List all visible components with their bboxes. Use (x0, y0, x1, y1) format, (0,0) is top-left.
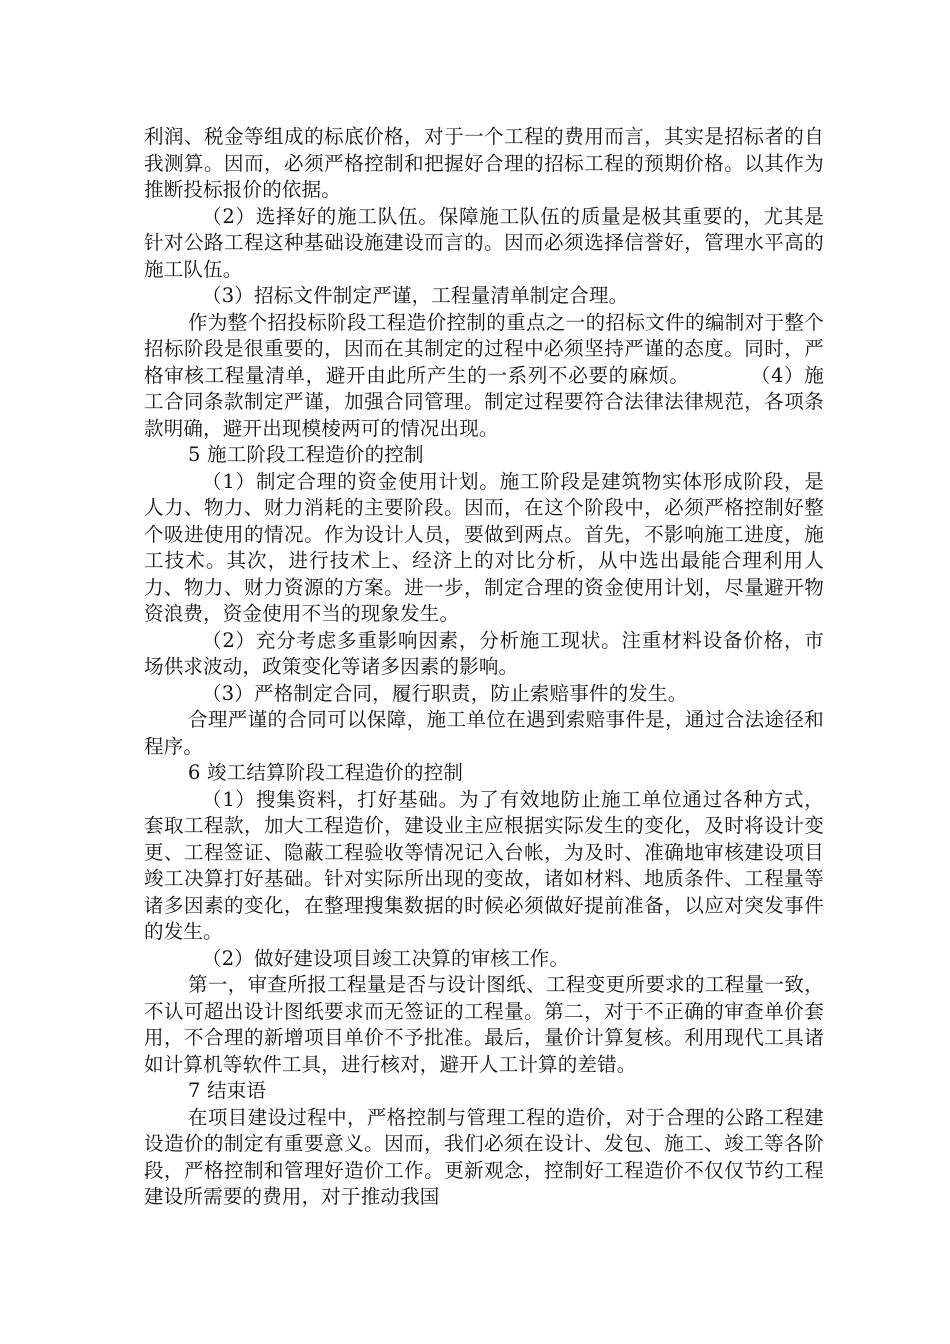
section-heading-5: 5 施工阶段工程造价的控制 (188, 443, 424, 466)
paragraph-4: 作为整个招投标阶段工程造价控制的重点之一的招标文件的编制对于整个招标阶段是很重要的，因而在其制定的过程中必须坚持严谨的态度。同时，严格审核工程量清单，避开由此所产生的一系列不必要的麻烦。 （4）施工合同条款制定严谨，加强合同管理。制定过程要符合法律法律规范，各项条款明确，避开出现模棱两可的情况出现。 (144, 310, 824, 440)
paragraph-13: 第一，审查所报工程量是否与设计图纸、工程变更所要求的工程量一致，不认可超出设计图纸要求而无签证的工程量。第二，对于不正确的审查单价套用，不合理的新增项目单价不予批准。最后，量价计算复核。利用现代工具诸如计算机等软件工具，进行核对，避开人工计算的差错。 (144, 973, 824, 1076)
paragraph-12: （2）做好建设项目竣工决算的审核工作。 (202, 946, 570, 970)
section-heading-7: 7 结束语 (188, 1079, 267, 1102)
body-text (144, 124, 824, 1211)
paragraph-3: （3）招标文件制定严谨，工程量清单制定合理。 (202, 284, 629, 307)
paragraph-9: 合理严谨的合同可以保障，施工单位在遇到索赔事件是，通过合法途径和程序。 (144, 708, 824, 758)
paragraph-15: 在项目建设过程中，严格控制与管理工程的造价，对于合理的公路工程建设造价的制定有重要意义。因而，我们必须在设计、发包、施工、竣工等各阶段，严格控制和管理好造价工作。更新观念，控制好工程造价不仅仅节约工程建设所需要的费用，对于推动我国 (144, 1105, 824, 1208)
section-heading-6: 6 竣工结算阶段工程造价的控制 (188, 761, 464, 784)
paragraph-6: （1）制定合理的资金使用计划。施工阶段是建筑物实体形成阶段，是人力、物力、财力消耗的主要阶段。因而，在这个阶段中，必须严格控制好整个吸进使用的情况。作为设计人员，要做到两点。首先，不影响施工进度，施工技术。其次，进行技术上、经济上的对比分析，从中选出最能合理利用人力、物力、财力资源的方案。进一步，制定合理的资金使用计划，尽量避开物资浪费，资金使用不当的现象发生。 (144, 469, 824, 625)
paragraph-11: （1）搜集资料，打好基础。为了有效地防止施工单位通过各种方式，套取工程款，加大工程造价，建设业主应根据实际发生的变化，及时将设计变更、工程签证、隐蔽工程验收等情况记入台帐，为及时、准确地审核建设项目竣工决算打好基础。针对实际所出现的变故，诸如材料、地质条件、工程量等诸多因素的变化，在整理搜集数据的时候必须做好提前准备，以应对突发事件的发生。 (144, 787, 824, 943)
paragraph-7: （2）充分考虑多重影响因素，分析施工现状。注重材料设备价格，市场供求波动，政策变化等诸多因素的影响。 (144, 628, 824, 678)
paragraph-1: 利润、税金等组成的标底价格，对于一个工程的费用而言，其实是招标者的自我测算。因而，必须严格控制和把握好合理的招标工程的预期价格。以其作为推断投标报价的依据。 (144, 125, 824, 201)
paragraph-8: （3）严格制定合同，履行职责，防止索赔事件的发生。 (202, 681, 688, 705)
paragraph-2: （2）选择好的施工队伍。保障施工队伍的质量是极其重要的，尤其是针对公路工程这种基础设施建设而言的。因而必须选择信誉好，管理水平高的施工队伍。 (144, 204, 824, 281)
